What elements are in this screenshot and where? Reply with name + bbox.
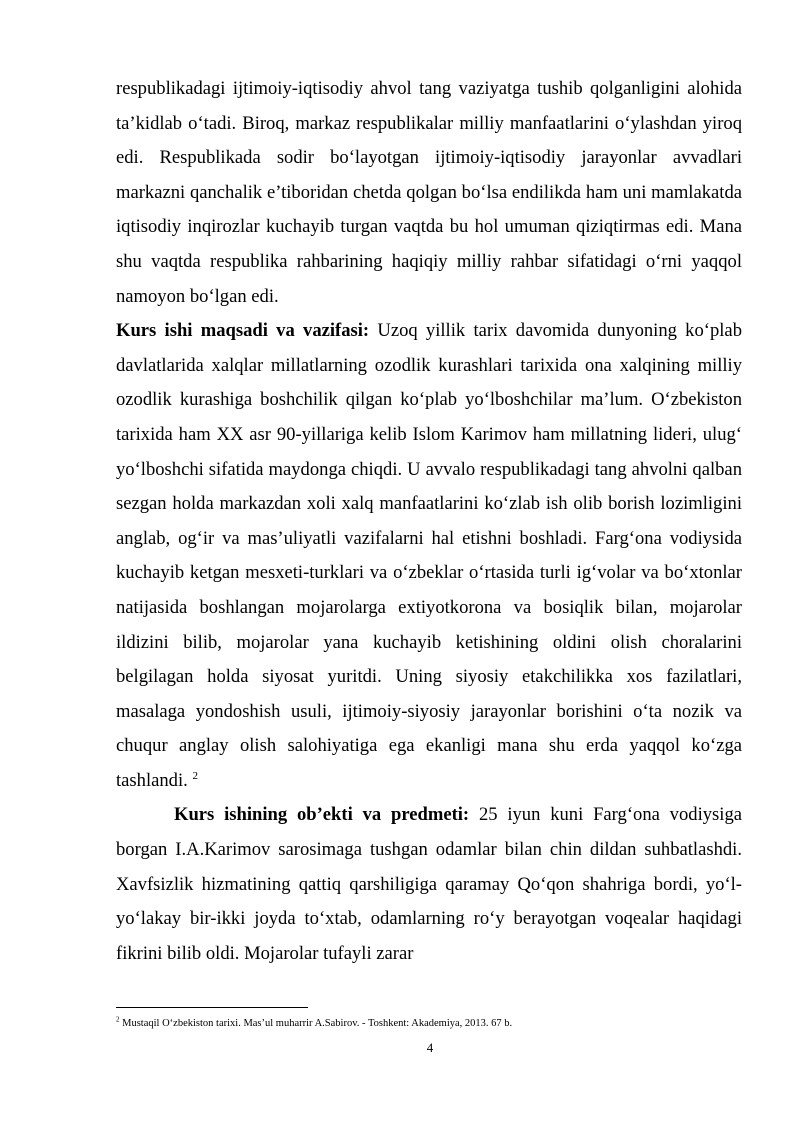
- paragraph-2-text: Uzoq yillik tarix davomida dunyoning ko‘plab davlatlarida xalqlar millatlarning ozodlik kurashlari tarixida ona xalqining milliy ozodlik kurashiga boshchilik qilgan ko‘plab yo‘lboshchilar ma’lum. O‘zbekiston tarixida ham XX asr 90-yillariga kelib Islom Karimov ham millatning lideri, ulug‘ yo‘lboshchi sifatida maydonga chiqdi. U avvalo respublikadagi tang ahvolni qalban sezgan holda markazdan xoli xalq manfaatlarini ko‘zlab ish olib borish lozimligini anglab, og‘ir va mas’uliyatli vazifalarni hal etishni boshladi. Farg‘ona vodiysida kuchayib ketgan mesxeti-turklari va o‘zbeklar o‘rtasida turli ig‘volar va bo‘xtonlar natijasida boshlangan mojarolarga extiyotkorona va bosiqlik bilan, mojarolar ildizini bilib, mojarolar yana kuchayib ketishining oldini olish choralarini belgilagan holda siyosat yuritdi. Uning siyosiy etakchilikka xos fazilatlari, masalaga yondoshish usuli, ijtimoiy-siyosiy jarayonlar borishini o‘ta nozik va chuqur anglay olish salohiyatiga ega ekanligi mana shu erda yaqqol ko‘zga tashlandi.: [116, 320, 742, 791]
- body-text: [116, 72, 742, 971]
- footnote-text: Mustaqil O‘zbekiston tarixi. Mas’ul muharrir A.Sabirov. - Toshkent: Akademiya, 2013. 67 b.: [119, 1018, 513, 1029]
- footnote-marker: 2: [116, 1015, 120, 1024]
- paragraph-3: [116, 798, 742, 971]
- paragraph-2: [116, 314, 742, 798]
- footnote: [116, 1017, 742, 1031]
- section-heading-object: Kurs ishining ob’ekti va predmeti:: [174, 804, 470, 826]
- footnote-divider: [116, 1007, 308, 1008]
- paragraph-1-text: respublikadagi ijtimoiy-iqtisodiy ahvol tang vaziyatga tushib qolganligini alohida ta’kidlab o‘tadi. Biroq, markaz respublikalar milliy manfaatlarini o‘ylashdan yiroq edi. Respublikada sodir bo‘layotgan ijtimoiy-iqtisodiy jarayonlar avvadlari markazni qanchalik e’tiboridan chetda qolgan bo‘lsa endilikda ham uni mamlakatda iqtisodiy inqirozlar kuchayib turgan vaqtda bu hol umuman qiziqtirmas edi. Mana shu vaqtda respublika rahbarining haqiqiy milliy rahbar sifatidagi o‘rni yaqqol namoyon bo‘lgan edi.: [116, 78, 742, 307]
- section-heading-aim: Kurs ishi maqsadi va vazifasi:: [116, 320, 370, 342]
- footnote-reference[interactable]: 2: [192, 769, 198, 782]
- paragraph-3-text: 25 iyun kuni Farg‘ona vodiysiga borgan I.A.Karimov sarosimaga tushgan odamlar bilan chin dildan suhbatlashdi. Xavfsizlik hizmatining qattiq qarshiligiga qaramay Qo‘qon shahriga bordi, yo‘l-yo‘lakay bir-ikki joyda to‘xtab, odamlarning ro‘y berayotgan voqealar haqidagi fikrini bilib oldi. Mojarolar tufayli zarar: [116, 804, 742, 964]
- paragraph-1: [116, 72, 742, 314]
- page-number: 4: [426, 1040, 434, 1055]
